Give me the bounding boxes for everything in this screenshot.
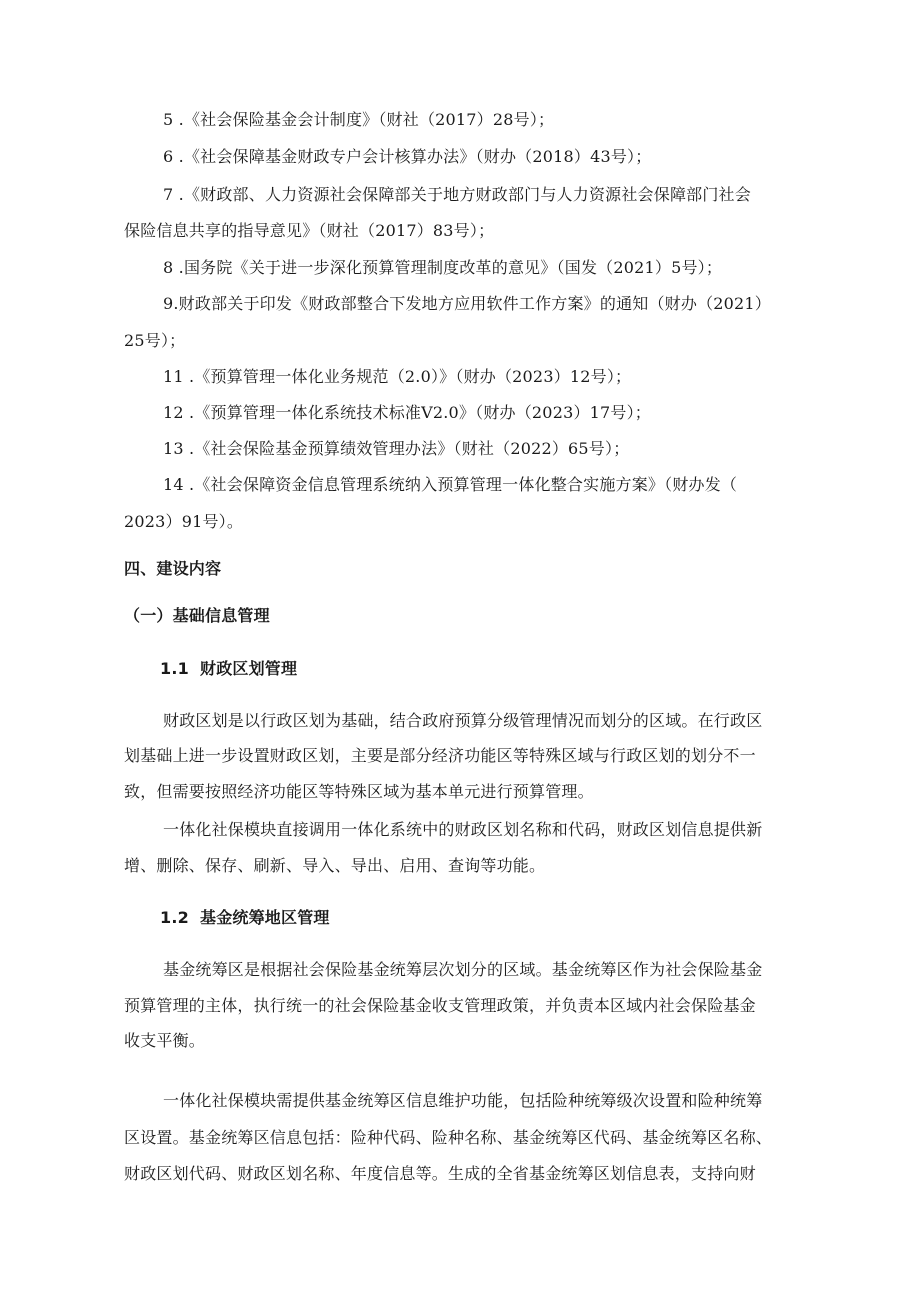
ref-item-7: 7 .《财政部、人力资源社会保障部关于地方财政部门与人力资源社会保障部门社会	[163, 185, 751, 204]
sec-1-1-number: 1.1	[160, 659, 189, 678]
sec-1-1-para1-line1: 财政区划是以行政区划为基础，结合政府预算分级管理情况而划分的区域。在行政区	[163, 711, 763, 730]
sec-1-2-para1-line2: 预算管理的主体，执行统一的社会保险基金收支管理政策，并负责本区域内社会保险基金	[124, 996, 756, 1015]
ref-item-9: 9.财政部关于印发《财政部整合下发地方应用软件工作方案》的通知（财办（2021）	[163, 294, 771, 313]
sec-1-1-para2-line2: 增、删除、保存、刷新、导入、导出、启用、查询等功能。	[124, 856, 546, 875]
ref-item-5: 5 .《社会保险基金会计制度》（财社（2017）28号）；	[163, 110, 555, 129]
ref-item-12: 12 .《预算管理一体化系统技术标准V2.0》（财办（2023）17号）；	[163, 403, 652, 422]
ref-item-6: 6 .《社会保障基金财政专户会计核算办法》（财办（2018）43号）；	[163, 147, 652, 166]
ref-item-13: 13 .《社会保险基金预算绩效管理办法》（财社（2022）65号）；	[163, 439, 630, 458]
sec-1-1-para2-line1: 一体化社保模块直接调用一体化系统中的财政区划名称和代码，财政区划信息提供新	[163, 820, 763, 839]
sec-1-2-para2-line3: 财政区划代码、财政区划名称、年度信息等。生成的全省基金统筹区划信息表，支持向财	[124, 1164, 756, 1183]
sec-1-2-title: 基金统筹地区管理	[200, 908, 330, 927]
ref-item-14: 14 .《社会保障资金信息管理系统纳入预算管理一体化整合实施方案》（财办发（	[163, 475, 738, 494]
subsection-title: （一）基础信息管理	[124, 606, 270, 625]
sec-1-1-title: 财政区划管理	[200, 659, 298, 678]
sec-1-2-para2-line1: 一体化社保模块需提供基金统筹区信息维护功能，包括险种统筹级次设置和险种统筹	[163, 1091, 763, 1110]
section-title: 四、建设内容	[124, 559, 222, 578]
ref-item-8: 8 .国务院《关于进一步深化预算管理制度改革的意见》（国发（2021）5号）；	[163, 258, 723, 277]
ref-item-7-cont: 保险信息共享的指导意见》（财社（2017）83号）；	[124, 221, 495, 240]
sec-1-2-para2-line2: 区设置。基金统筹区信息包括：险种代码、险种名称、基金统筹区代码、基金统筹区名称、	[124, 1128, 773, 1147]
sec-1-2-para1-line1: 基金统筹区是根据社会保险基金统筹层次划分的区域。基金统筹区作为社会保险基金	[163, 960, 763, 979]
ref-item-9-cont: 25号）；	[124, 331, 186, 350]
sec-1-2-para1-line3: 收支平衡。	[124, 1031, 206, 1050]
sec-1-1-para1-line2: 划基础上进一步设置财政区划，主要是部分经济功能区等特殊区域与行政区划的划分不一	[124, 746, 756, 765]
sec-1-2-number: 1.2	[160, 908, 189, 927]
ref-item-11: 11 .《预算管理一体化业务规范（2.0）》（财办（2023）12号）；	[163, 367, 632, 386]
ref-item-14-cont: 2023）91号）。	[124, 512, 244, 531]
sec-1-1-para1-line3: 致，但需要按照经济功能区等特殊区域为基本单元进行预算管理。	[124, 782, 594, 801]
